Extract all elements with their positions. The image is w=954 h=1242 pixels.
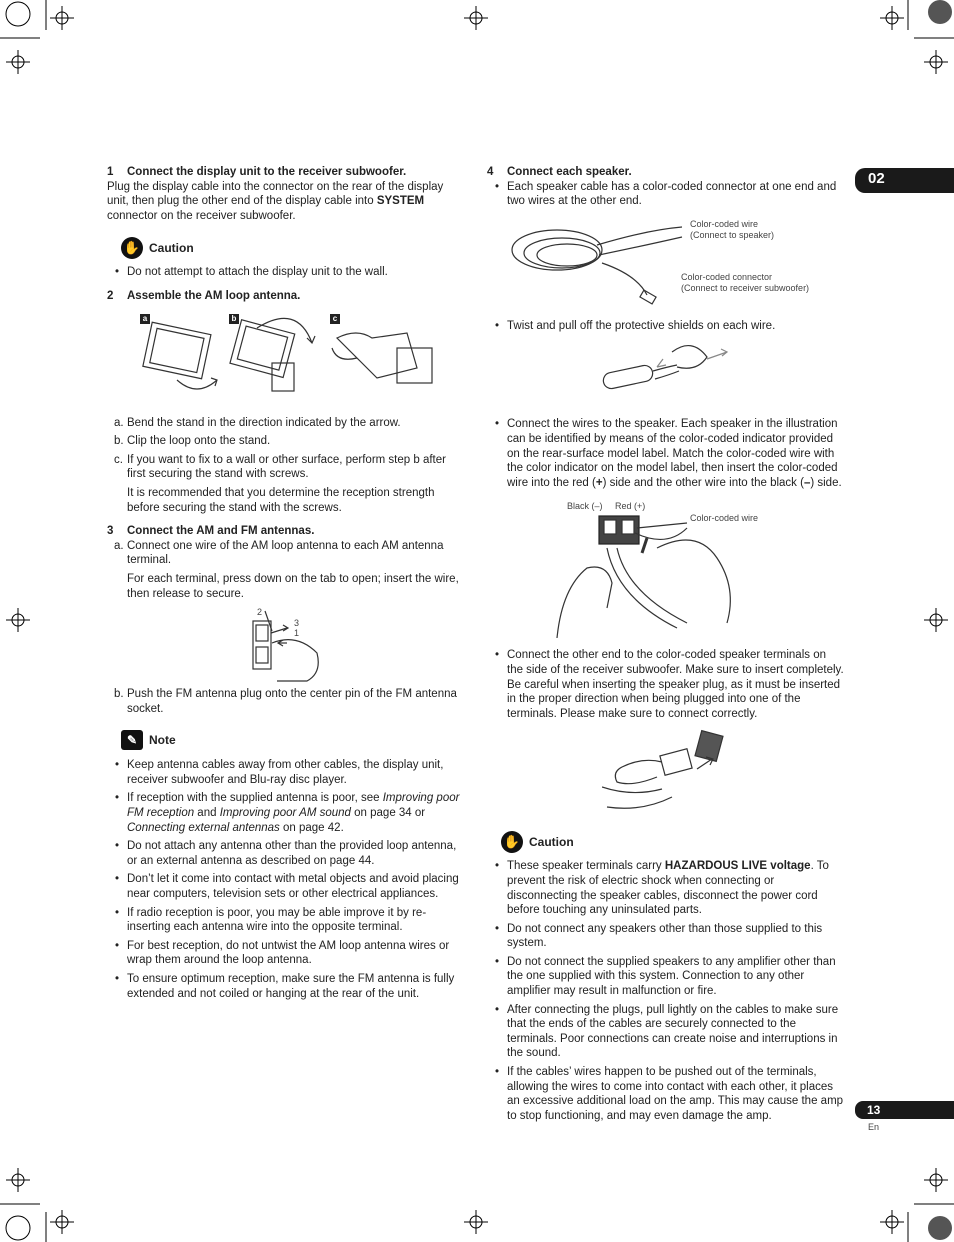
figure-label-b: b — [229, 314, 239, 324]
red-terminal-label: Red (+) — [615, 501, 646, 512]
figure-label-c: c — [330, 314, 340, 324]
step-3a-note: For each terminal, press down on the tab to open; insert the wire, then release to secure. — [127, 572, 459, 600]
right-column — [487, 165, 845, 1123]
caution-heading: ✋ Caution — [121, 237, 465, 259]
caution-item-1: • These speaker terminals carry HAZARDOUS LIVE voltage. To prevent the risk of electric shock when connecting or disconnecting the speaker cables, disconnect the power cord before touching any uninsulated parts. — [487, 859, 845, 917]
speaker-bullet-1: • Each speaker cable has a color-coded connector at one end and two wires at the other end. — [487, 180, 845, 209]
step-2a: a. Bend the stand in the direction indicated by the arrow. — [114, 416, 401, 429]
antenna-illustration — [107, 308, 447, 408]
figure-number-1: 1 — [294, 628, 300, 639]
cable-illustration — [507, 215, 707, 307]
figure-number-2: 2 — [257, 607, 263, 618]
speaker-bullet-3: • Connect the wires to the speaker. Each speaker in the illustration can be identified by means of the color-coded indicator provided on the rear-surface model label. Match the color-coded wire with the color indicator on the model label, then insert the color-coded wire into the red (+) side and the other wire into the black (–) side. — [487, 417, 845, 490]
step-3b: b. Push the FM antenna plug onto the center pin of the FM antenna socket. — [114, 688, 457, 715]
caution-item-2: • Do not connect any speakers other than those supplied to this system. — [487, 922, 845, 951]
figure-number-3: 3 — [294, 618, 300, 629]
twist-shield-figure — [487, 337, 845, 407]
terminal-hand-illustration — [547, 508, 747, 648]
plug-illustration — [602, 727, 742, 815]
twist-illustration — [597, 337, 737, 407]
speaker-bullet-4: • Connect the other end to the color-coded speaker terminals on the side of the receiver subwoofer. Make sure to insert completely. Be careful when inserting the speaker plug, as it must be inserted in the proper direction when being plugged into one of the terminals. Please make sure to connect correctly. — [487, 648, 845, 721]
note-heading: ✎ Note — [121, 730, 465, 750]
step-3a: a. Connect one wire of the AM loop antenna to each AM antenna terminal. — [114, 539, 444, 567]
note-item-3: • Do not attach any antenna other than the provided loop antenna, or an external antenna as described on page 44. — [107, 839, 465, 868]
caution-item-4: • After connecting the plugs, pull lightly on the cables to make sure that the ends of the cables are securely connected to the terminals. Poor connections can create noise and interruptions in the sound. — [487, 1003, 845, 1061]
am-loop-antenna-figure — [107, 308, 465, 408]
step-2-heading: 2 Assemble the AM loop antenna. — [107, 289, 301, 302]
step-1-heading: 1 Connect the display unit to the receiver subwoofer. — [107, 166, 407, 178]
color-coded-wire-label-2: Color-coded wire — [690, 513, 759, 524]
caution-item: • Do not attempt to attach the display unit to the wall. — [107, 265, 465, 280]
left-column — [107, 165, 465, 1001]
plug-insertion-figure — [487, 727, 845, 815]
note-item-4: • Don’t let it come into contact with metal objects and avoid placing near computers, television sets or other electrical appliances. — [107, 872, 465, 901]
step-2c: c. If you want to fix to a wall or other surface, perform step b after first securing the stand with screws. — [114, 453, 446, 481]
black-terminal-label: Black (–) — [567, 501, 603, 512]
note-item-1: • Keep antenna cables away from other cables, the display unit, receiver subwoofer and Blu-ray disc player. — [107, 758, 465, 787]
speaker-cable-figure — [487, 215, 845, 307]
speaker-terminal-figure — [487, 498, 845, 638]
page-number: 13 — [867, 1103, 881, 1117]
note-item-2: • If reception with the supplied antenna is poor, see Improving poor FM reception and Improving poor AM sound on page 34 or Connecting external antennas on page 42. — [107, 791, 465, 835]
step-3-heading: 3 Connect the AM and FM antennas. — [107, 525, 315, 538]
figure-label-a: a — [140, 314, 150, 324]
step-2c-note: It is recommended that you determine the reception strength before securing the stand with the screws. — [127, 486, 435, 514]
note-item-7: • To ensure optimum reception, make sure the FM antenna is fully extended and not coiled or hanging at the rear of the unit. — [107, 972, 465, 1001]
chapter-tab — [855, 168, 954, 193]
hand-stop-icon: ✋ — [121, 237, 143, 259]
chapter-number: 02 — [868, 170, 885, 187]
hand-stop-icon-2: ✋ — [501, 831, 523, 853]
page-language: En — [868, 1122, 880, 1132]
caution-heading-2: ✋ Caution — [501, 831, 845, 853]
terminal-illustration — [247, 603, 347, 683]
caution-item-5: • If the cables’ wires happen to be pushed out of the terminals, allowing the wires to come into contact with each other, it places an excessive additional load on the amp. This may cause the amp to stop functioning, and may even damage the amp. — [487, 1065, 845, 1123]
note-item-5: • If radio reception is poor, you may be able improve it by re-inserting each antenna wire into the opposite terminal. — [107, 906, 465, 935]
step-4-heading: 4 Connect each speaker. — [487, 166, 632, 178]
step-1-text: Plug the display cable into the connector on the rear of the display unit, then plug the other end of the display cable into SYSTEM connector on the receiver subwoofer. — [107, 180, 444, 222]
pencil-icon: ✎ — [121, 730, 143, 750]
step-2b: b. Clip the loop onto the stand. — [114, 435, 271, 448]
am-terminal-figure — [107, 603, 465, 683]
note-item-6: • For best reception, do not untwist the AM loop antenna wires or wrap them around the loop antenna. — [107, 939, 465, 968]
caution-item-3: • Do not connect the supplied speakers to any amplifier other than the one supplied with this system. Connection to any other amplifier may result in malfunction or fire. — [487, 955, 845, 999]
speaker-bullet-2: • Twist and pull off the protective shields on each wire. — [487, 319, 845, 334]
color-coded-connector-label: Color-coded connector (Connect to receiver subwoofer) — [681, 271, 810, 293]
color-coded-wire-label: Color-coded wire (Connect to speaker) — [690, 218, 775, 240]
page-number-tab — [855, 1101, 954, 1119]
